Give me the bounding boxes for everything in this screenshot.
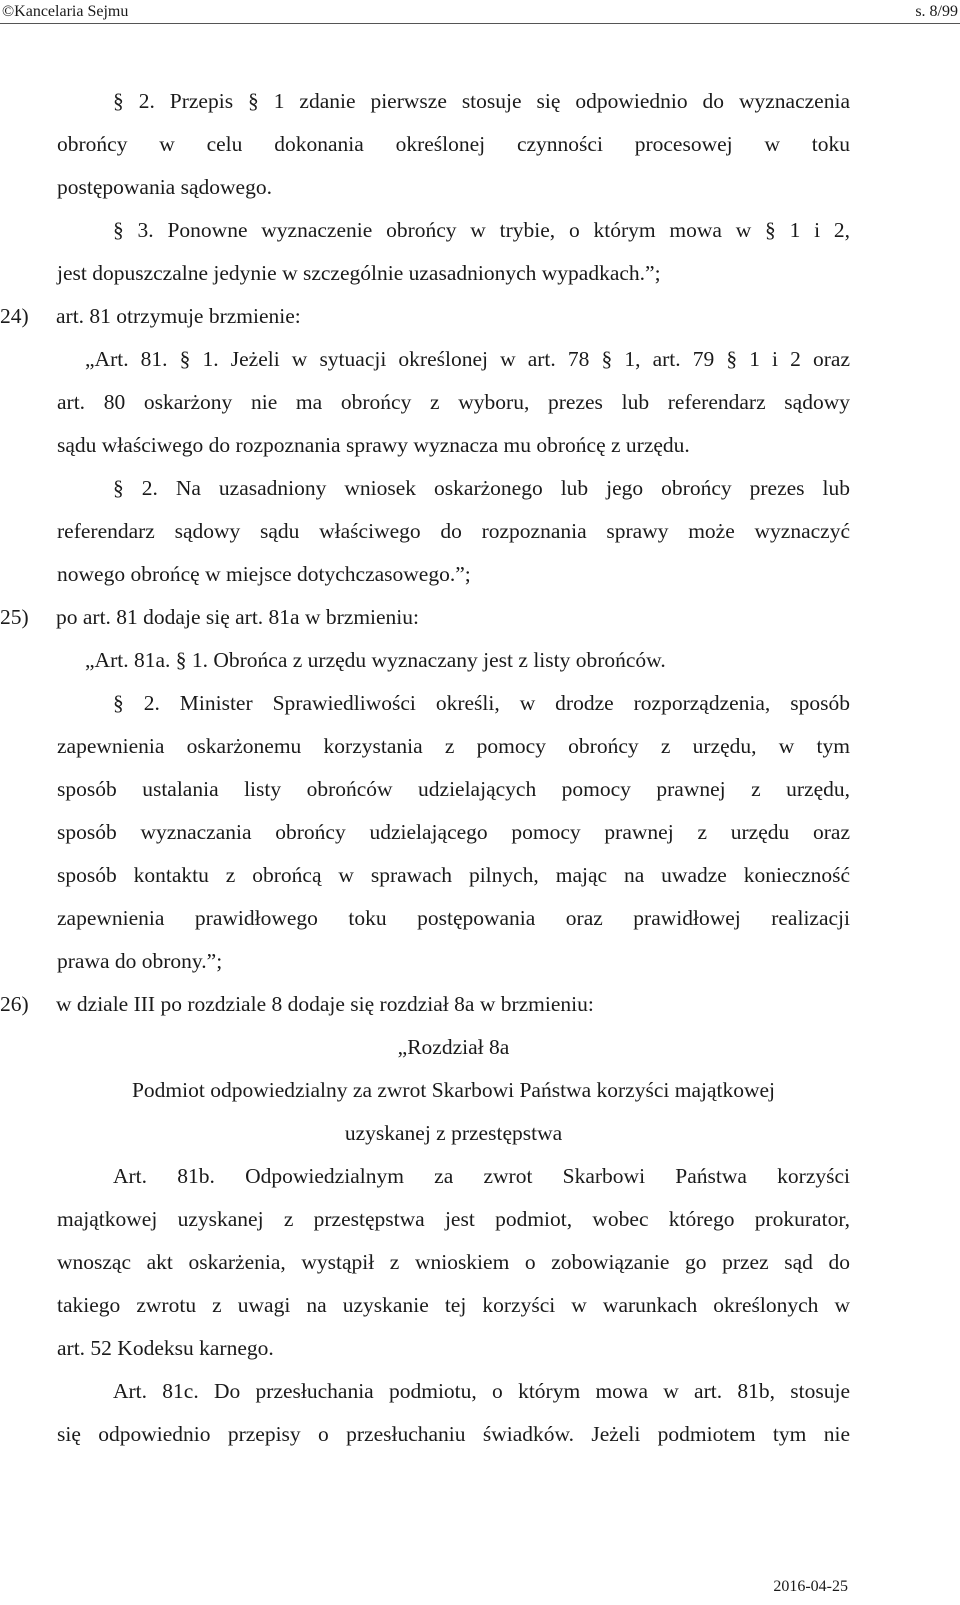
text-line: sądu właściwego do rozpoznania sprawy wyznacza mu obrońcę z urzędu. <box>57 433 690 457</box>
header-publisher: ©Kancelaria Sejmu <box>2 3 129 20</box>
text-line: postępowania sądowego. <box>57 175 272 199</box>
text-line: Art. 81b. Odpowiedzialnym za zwrot Skarbowi Państwa korzyści <box>113 1164 850 1188</box>
text-line: § 2. Minister Sprawiedliwości określi, w drodze rozporządzenia, sposób <box>113 691 850 715</box>
chapter-heading: „Rozdział 8a <box>397 1035 510 1059</box>
document-body <box>0 80 850 1456</box>
list-item-26 <box>0 983 850 1026</box>
text-line: „Art. 81a. § 1. Obrońca z urzędu wyznaczany jest z listy obrońców. <box>85 648 666 672</box>
text-line: § 2. Na uzasadniony wniosek oskarżonego lub jego obrońcy prezes lub <box>113 476 850 500</box>
list-item-25 <box>0 596 850 639</box>
text-line: art. 80 oskarżony nie ma obrońcy z wyboru, prezes lub referendarz sądowy <box>57 390 850 414</box>
footer-date: 2016-04-25 <box>773 1578 848 1595</box>
text-line: nowego obrońcę w miejsce dotychczasowego.”; <box>57 562 471 586</box>
text-line: sposób kontaktu z obrońcą w sprawach pilnych, mając na uwadze konieczność <box>57 863 850 887</box>
text-line: majątkowej uzyskanej z przestępstwa jest podmiot, wobec którego prokurator, <box>57 1207 850 1231</box>
header-divider <box>0 23 960 24</box>
chapter-title: uzyskanej z przestępstwa <box>344 1121 563 1145</box>
chapter-title: Podmiot odpowiedzialny za zwrot Skarbowi Państwa korzyści majątkowej <box>131 1078 776 1102</box>
page-header <box>0 0 960 24</box>
item-number: 26) <box>0 992 29 1016</box>
text-line: § 3. Ponowne wyznaczenie obrońcy w trybie, o którym mowa w § 1 i 2, <box>113 218 850 242</box>
text-line: wnosząc akt oskarżenia, wystąpił z wnioskiem o zobowiązanie go przez sąd do <box>57 1250 850 1274</box>
item-number: 24) <box>0 304 29 328</box>
text-line: art. 52 Kodeksu karnego. <box>57 1336 274 1360</box>
item-number: 25) <box>0 605 29 629</box>
text-line: obrońcy w celu dokonania określonej czynności procesowej w toku <box>57 132 850 156</box>
text-line: jest dopuszczalne jedynie w szczególnie uzasadnionych wypadkach.”; <box>57 261 661 285</box>
text-line: sposób wyznaczania obrońcy udzielającego pomocy prawnej z urzędu oraz <box>57 820 850 844</box>
text-line: referendarz sądowy sądu właściwego do rozpoznania sprawy może wyznaczyć <box>57 519 850 543</box>
text-line: zapewnienia oskarżonemu korzystania z pomocy obrońcy z urzędu, w tym <box>57 734 850 758</box>
text-line: § 2. Przepis § 1 zdanie pierwsze stosuje się odpowiednio do wyznaczenia <box>113 89 850 113</box>
header-page-number: s. 8/99 <box>915 3 958 20</box>
text-line: w dziale III po rozdziale 8 dodaje się rozdział 8a w brzmieniu: <box>56 992 594 1016</box>
text-line: „Art. 81. § 1. Jeżeli w sytuacji określonej w art. 78 § 1, art. 79 § 1 i 2 oraz <box>85 347 850 371</box>
list-item-24 <box>0 295 850 338</box>
text-line: zapewnienia prawidłowego toku postępowania oraz prawidłowej realizacji <box>57 906 850 930</box>
text-line: takiego zwrotu z uwagi na uzyskanie tej korzyści w warunkach określonych w <box>57 1293 850 1317</box>
text-line: prawa do obrony.”; <box>57 949 223 973</box>
text-line: po art. 81 dodaje się art. 81a w brzmieniu: <box>56 605 420 629</box>
text-line: Art. 81c. Do przesłuchania podmiotu, o którym mowa w art. 81b, stosuje <box>113 1379 850 1403</box>
text-line: się odpowiednio przepisy o przesłuchaniu świadków. Jeżeli podmiotem tym nie <box>57 1422 850 1446</box>
text-line: sposób ustalania listy obrońców udzielających pomocy prawnej z urzędu, <box>57 777 850 801</box>
text-line: art. 81 otrzymuje brzmienie: <box>56 304 301 328</box>
